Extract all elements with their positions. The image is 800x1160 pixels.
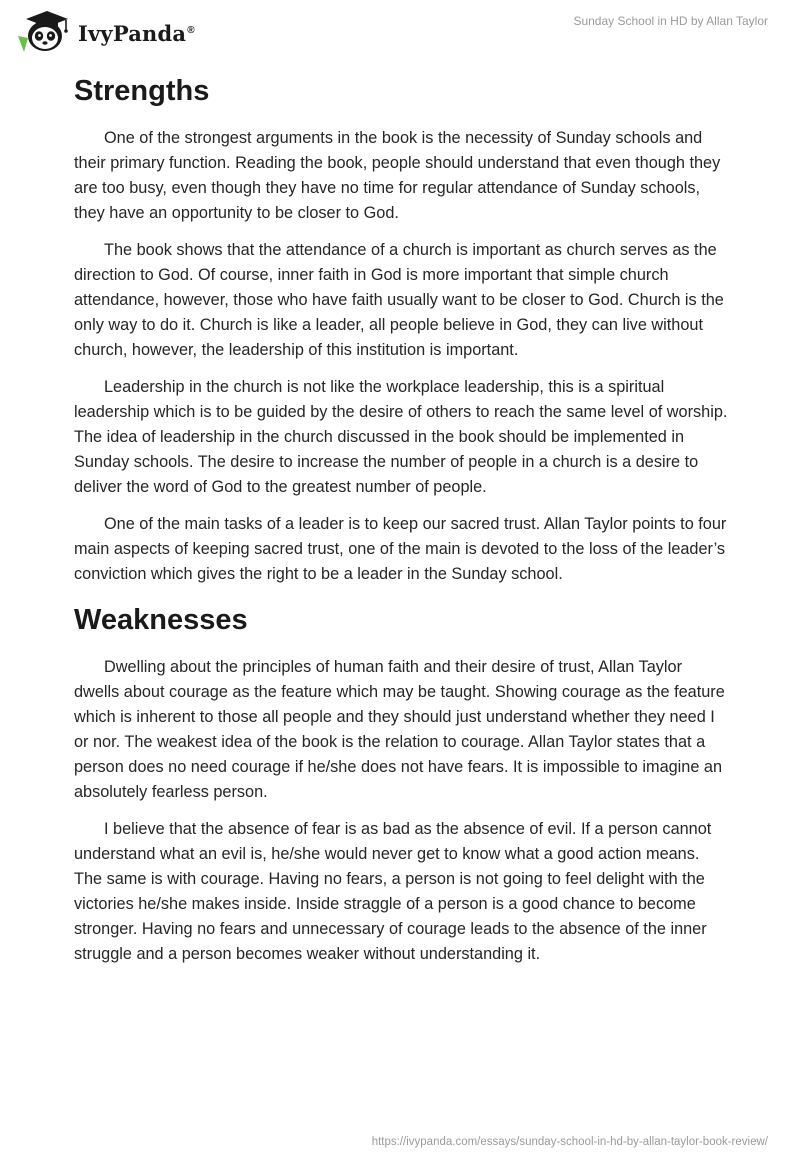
page-header [0, 0, 800, 60]
paragraph: One of the main tasks of a leader is to keep our sacred trust. Allan Taylor points to four main aspects of keeping sacred trust, one of the main is devoted to the loss of the leader’s conviction which gives the right to be a leader in the Sunday school. [74, 515, 727, 583]
brand-name: IvyPanda® [78, 20, 195, 46]
panda-graduate-icon [14, 8, 74, 54]
registered-mark: ® [187, 24, 195, 36]
paragraph: The book shows that the attendance of a church is important as church serves as the direction to God. Of course, inner faith in God is more important that simple church attendance, however, those who have faith usually want to be closer to God. Church is the only way to do it. Church is like a leader, all people believe in God, they can live without church, however, the leadership of this institution is important. [74, 241, 724, 359]
ivypanda-logo[interactable] [14, 8, 194, 54]
section-heading-strengths: Strengths [74, 75, 210, 107]
source-url[interactable]: https://ivypanda.com/essays/sunday-school-in-hd-by-allan-taylor-book-review/ [371, 1136, 768, 1148]
section-heading-weaknesses: Weaknesses [74, 604, 248, 636]
document-title: Sunday School in HD by Allan Taylor [573, 14, 768, 28]
paragraph: Dwelling about the principles of human faith and their desire of trust, Allan Taylor dwells about courage as the feature which may be taught. Showing courage as the feature which is inherent to those all people and they should just understand whether they need I or nor. The weakest idea of the book is the relation to courage. Allan Taylor states that a person does no need courage if he/she does not have fears. It is impossible to imagine an absolutely fearless person. [74, 658, 725, 801]
paragraph: One of the strongest arguments in the book is the necessity of Sunday schools and their primary function. Reading the book, people should understand that even though they are too busy, even though they have no time for regular attendance of Sunday schools, they have an opportunity to be closer to God. [74, 129, 721, 222]
essay-body [74, 70, 730, 979]
paragraph: Leadership in the church is not like the workplace leadership, this is a spiritual leadership which is to be guided by the desire of others to reach the same level of worship. The idea of leadership in the church discussed in the book should be implemented in Sunday schools. The desire to increase the number of people in a church is a desire to deliver the word of God to the greatest number of people. [74, 378, 728, 496]
paragraph: I believe that the absence of fear is as bad as the absence of evil. If a person cannot understand what an evil is, he/she would never get to know what a good action means. The same is with courage. Having no fears, a person is not going to feel delight with the victories he/she makes inside. Inside straggle of a person is a good chance to become stronger. Having no fears and unnecessary of courage leads to the absence of the inner struggle and a person becomes weaker without understanding it. [74, 820, 712, 963]
